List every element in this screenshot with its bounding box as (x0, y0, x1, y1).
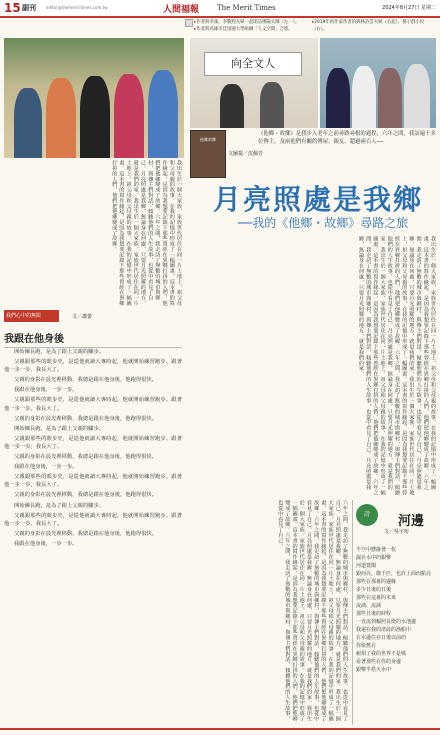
footer-rule (0, 728, 440, 730)
issue-date: 2024年8月27日 星期二 (382, 5, 436, 11)
poem-author: 文／吳宇珩 (384, 529, 410, 535)
article-headline: 月亮照處是我鄉 (212, 183, 423, 216)
left-article-vertical (4, 160, 182, 310)
masthead-logo (163, 1, 283, 14)
logo-chinese: 人間福報 (163, 5, 200, 15)
group-photo (4, 38, 184, 158)
photo-sign: 向全文人 (204, 52, 302, 76)
left-article-text: 我出生於一個大家族，家族世代居住在同一片土地上，祖父母和父母親的故事，在我的記憶中形成了一幅圖畫。這本書的寫作緣起，是因為我想要記錄下那些曾經在異鄉打拼的人們，他們把他鄉變成了故鄉。六年之間，我走訪了無數的城市與鄉村，與傳主們對話，傾聽他們的人生故事，也從中看見了自己。月亮照處是我鄉，無論身在何處，只要月光照耀的地方，就是我們的家。我出生於一個大家族，家族世代居住在同一片土地上，祖父母和父母親的故事，在我的記憶中形成了一幅圖畫。這本書的寫作緣起，是因為我想要記錄下那些曾經在異鄉打拼的人們，他們把他鄉變成了故鄉。 (111, 160, 182, 306)
author-group-photo (320, 38, 436, 128)
page-header (0, 0, 440, 18)
book-title: 他鄉故鄉 (200, 137, 216, 142)
section-name: 副刊 (22, 4, 36, 12)
poem-tag: 詩 (356, 504, 378, 526)
column-tag: 我們心中的無限 (4, 310, 59, 322)
logo-english: The Merit Times (217, 4, 276, 12)
article-body-top: 我出生於一個大家族，家族世代居住在同一片土地上，祖父母和父母親的故事，在我的記憶中形成了一幅圖畫。這本書的寫作緣起，是因為我想要記錄下那些曾經在異鄉打拼的人們，他們把他鄉變成了故鄉。六年之間，我走訪了無數的城市與鄉村，與傳主們對話，傾聽他們的人生故事，也從中看見了自己。月亮照處是我鄉，無論身在何處，只要月光照耀的地方，就是我們的家。我出生於一個大家族，家族世代居住在同一片土地上，祖父母和父母親的故事，在我的記憶中形成了一幅圖畫。這本書的寫作緣起，是因為我想要記錄下那些曾經在異鄉打拼的人們，他們把他鄉變成了故鄉。六年之間，我走訪了無數的城市與鄉村，與傳主們對話，傾聽他們的人生故事，也從中看見了自己。月亮照處是我鄉，無論身在何處，只要月光照耀的地方，就是我們的家。我出生於一個大家族，家族世代居住在同一片土地上，祖父母和父母親的故事，在我的記憶中形成了一幅圖畫。這本書的寫作緣起，是因為我想要記錄下那些曾經在異鄉打拼的人們，他們把他鄉變成了故鄉。六年之間，我走訪了無數的城市與鄉村，與傳主們對話，傾聽他們的人生故事，也從中看見了自己。月亮照處是我鄉，無論身在何處，只要月光照耀的地方，就是我們的家。 (357, 236, 436, 496)
teaser-1: 作者與李康、李數煦夫婦一起開訪漢陽太陳（左一）。 (196, 20, 300, 25)
column-title: 我跟在他身後 (4, 330, 182, 348)
teaser-right: ▸2019年初作家作者的與林詩雲夫婦（右起）、孫子群小民（右）。 (312, 20, 425, 32)
column-body: 開始練長跑，是為了跟上父親的腳步。 父親跟那些的眼步史，是從他就讀大專時起，他就開始練習跑步。跟著他一步一步，我長大了。 父親的身影在晨光裡移動，我總是跟在他身後，他跑得很快。 我跟在他身後，一步一步。 父親跟那些的眼步史，是從他就讀大專時起，他就開始練習跑步。跟著他一步一步，我長大了。 父親的身影在晨光裡移動，我總是跟在他身後，他跑得很快。 開始練長跑，是為了跟上父親的腳步。 父親跟那些的眼步史，是從他就讀大專時起，他就開始練習跑步。跟著他一步一步，我長大了。 父親的身影在晨光裡移動，我總是跟在他身後，他跑得很快。 我跟在他身後，一步一步。 父親跟那些的眼步史，是從他就讀大專時起，他就開始練習跑步。跟著他一步一步，我長大了。 父親的身影在晨光裡移動，我總是跟在他身後，他跑得很快。 開始練長跑，是為了跟上父親的腳步。 父親跟那些的眼步史，是從他就讀大專時起，他就開始練習跑步。跟著他一步一步，我長大了。 父親的身影在晨光裡移動，我總是跟在他身後，他跑得很快。 我跟在他身後，一步一步。 (4, 349, 182, 547)
column-author: 文／蕭蕾 (72, 314, 93, 320)
article-subhead: ──我的《他鄉・故鄉》尋路之旅 (237, 216, 409, 230)
studio-photo (190, 38, 318, 128)
teaser-thumb (185, 19, 193, 27)
book-cover (190, 130, 226, 178)
teaser-3: 2019年初作家作者的與林詩雲夫婦（右起）、孫子群小民（右）。 (312, 20, 425, 32)
teaser-2: 作者與高雄市佳里國大學組織「人文空間」合影。 (196, 27, 293, 32)
teaser-left: ▸作者與李康、李數煦夫婦一起開訪漢陽太陳（左一）。 ▸作者與高雄市佳里國大學組織「人文空間」合影。 (194, 20, 300, 32)
article-intro: 《他鄉・故鄉》是我步入老年之前尋路尋根的過程，六年之間，我訪遍千多位傳主，及兩他們有關的傳屋、親友、超過兩百人── (258, 131, 436, 145)
article-body-bottom: 六年之間，我走訪了無數的城市與鄉村，與傳主們對話，傾聽他們的人生故事，也從中看見了自己。月亮照處是我鄉，無論身在何處，只要月光照耀的地方，就是我們的家。我出生於一個大家族，家族世代居住在同一片土地上，祖父母和父母親的故事，在我的記憶中形成了一幅圖畫。這本書的寫作緣起，是因為我想要記錄下那些曾經在異鄉打拼的人們，他們把他鄉變成了故鄉。六年之間，我走訪了無數的城市與鄉村，與傳主們對話，傾聽他們的人生故事，也從中看見了自己。月亮照處是我鄉，無論身在何處，只要月光照耀的地方，就是我們的家。我出生於一個大家族，家族世代居住在同一片土地上，祖父母和父母親的故事，在我的記憶中形成了一幅圖畫。這本書的寫作緣起，是因為我想要記錄下那些曾經在異鄉打拼的人們，他們把他鄉變成了故鄉。六年之間，我走訪了無數的城市與鄉村，與傳主們對話，傾聽他們的人生故事，也從中看見了自己。 (277, 500, 348, 722)
poem-lines: 半空中懸掛著一枚 濕在水中的銀幣 河道寬闊 銀而亮，微千匹，也許上面而點亮 那些在那裏的邊緣 多少日後的日後 那些在這裏的未來 流淌、流淌 那些日後的時程 一直流到輻照長燈的水池邊 我還在我的清晨的漁船中 在水邊住在日後以前的 你依舊在 耐煩了我的世界不是嗎 看著那些在你的身邊 銀幣半搭天水中 (356, 547, 432, 673)
page-number: 15 (4, 1, 21, 15)
poem-title: 河邊 (398, 514, 425, 529)
editor-email: editor@themerit-times.com.tw (46, 5, 108, 10)
photo-credit: 文圖提／沈佩芳 (228, 151, 264, 157)
